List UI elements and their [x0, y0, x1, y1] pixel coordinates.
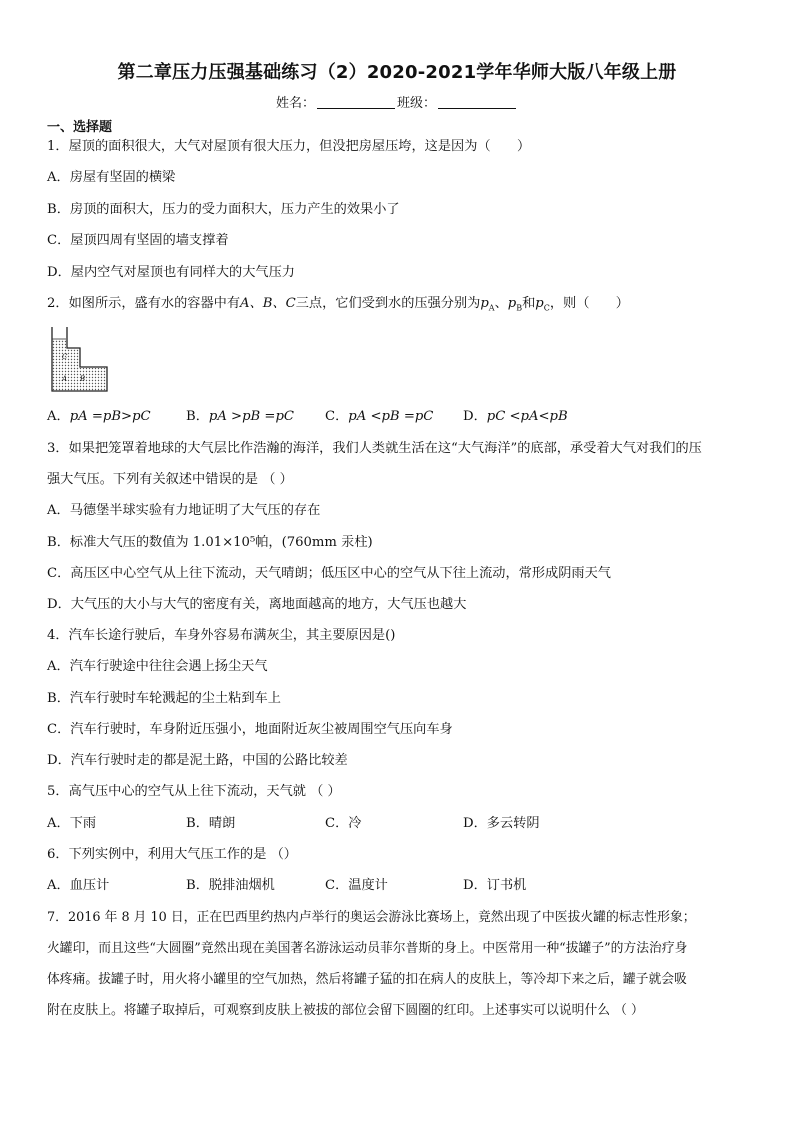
q5-option-d: D．多云转阴: [463, 816, 540, 831]
q2-separator: 和: [522, 296, 536, 311]
q7-line-4: 附在皮肤上。将罐子取掉后，可观察到皮肤上被拔的部位会留下圆圈的红印。上述事实可以说明什么 （ ）: [47, 1003, 644, 1018]
q2-stem-part: 2．如图所示，盛有水的容器中有: [47, 296, 241, 311]
q2-p-symbol: p: [480, 296, 489, 311]
q1-option-d: D．屋内空气对屋顶也有同样大的大气压力: [47, 265, 295, 280]
q2-stem-end: ，则（ ）: [549, 296, 629, 311]
class-label: 班级：: [397, 96, 437, 111]
point-c-label: C: [62, 353, 68, 361]
q2-option-c: [325, 409, 433, 425]
q2-subscript: C: [543, 303, 550, 313]
q2-option-text: pC <pA<pB: [486, 409, 568, 424]
q3-option-b: B．标准大气压的数值为 1.01×10⁵帕，(760mm 汞柱): [47, 535, 373, 550]
q1-option-c: C．屋顶四周有坚固的墙支撑着: [47, 233, 229, 248]
q3-stem-line1: 3．如果把笼罩着地球的大气层比作浩瀚的海洋，我们人类就生活在这“大气海洋”的底部，承受着大气对我们的压: [47, 441, 702, 456]
q2-option-text: pA <pB =pC: [348, 409, 434, 424]
q6-option-c: C．温度计: [325, 878, 388, 893]
q1-option-a: A．房屋有坚固的横梁: [47, 170, 176, 185]
q7-line-1: 7．2016 年 8 月 10 日，正在巴西里约热内卢举行的奥运会游泳比赛场上，竟然出现了中医拔火罐的标志性形象；: [47, 910, 696, 925]
q3-option-c: C．高压区中心空气从上往下流动，天气晴朗；低压区中心的空气从下往上流动，常形成阴雨天气: [47, 566, 611, 581]
point-a-label: A: [62, 375, 68, 383]
name-class-row: [0, 92, 794, 111]
q1-option-b: B．房顶的面积大，压力的受力面积大，压力产生的效果小了: [47, 202, 400, 217]
q4-option-a: A．汽车行驶途中往往会遇上扬尘天气: [47, 659, 268, 674]
q2-subscript: B: [516, 303, 523, 313]
q2-stem: [47, 296, 629, 317]
q3-option-a: A．马德堡半球实验有力地证明了大气压的存在: [47, 503, 321, 518]
q2-option-b: [186, 409, 294, 425]
q2-stem-part: 三点，它们受到水的压强分别为: [295, 296, 481, 311]
q2-subscript: A: [488, 303, 495, 313]
q2-separator: 、: [494, 296, 508, 311]
q7-line-3: 体疼痛。拔罐子时，用火将小罐里的空气加热，然后将罐子猛的扣在病人的皮肤上，等冷却下来之后，罐子就会吸: [47, 972, 687, 987]
q2-option-text: pA =pB>pC: [69, 409, 151, 424]
q5-option-c: C．冷: [325, 816, 362, 831]
water-container-figure: [49, 325, 111, 395]
q2-p-symbol: p: [507, 296, 517, 311]
q1-stem: 1．屋顶的面积很大，大气对屋顶有很大压力，但没把房屋压垮，这是因为（ ）: [47, 139, 531, 154]
q5-option-b: B．晴朗: [186, 816, 236, 831]
q2-points: A、B、C: [240, 296, 296, 311]
q2-option-letter: D．: [463, 409, 487, 424]
name-label: 姓名：: [275, 96, 315, 111]
name-blank[interactable]: [317, 95, 395, 109]
q3-stem-line2: 强大气压。下列有关叙述中错误的是 （ ）: [47, 472, 293, 487]
q4-option-d: D．汽车行驶时走的都是泥土路，中国的公路比较差: [47, 753, 348, 768]
q6-option-b: B．脱排油烟机: [186, 878, 275, 893]
q4-stem: 4．汽车长途行驶后，车身外容易布满灰尘，其主要原因是(): [47, 628, 396, 643]
q2-p-symbol: p: [535, 296, 544, 311]
point-b-label: B: [80, 375, 86, 383]
q5-option-a: A．下雨: [47, 816, 97, 831]
section-heading: 一、选择题: [47, 120, 113, 135]
class-blank[interactable]: [438, 95, 516, 109]
q4-option-b: B．汽车行驶时车轮溅起的尘土粘到车上: [47, 691, 281, 706]
q2-option-letter: B．: [186, 409, 209, 424]
q6-stem: 6．下列实例中，利用大气压工作的是 （）: [47, 847, 297, 862]
q6-option-d: D．订书机: [463, 878, 527, 893]
q2-option-letter: A．: [47, 409, 70, 424]
water-region: [52, 339, 106, 391]
q7-line-2: 火罐印，而且这些“大圆圈”竟然出现在美国著名游泳运动员菲尔普斯的身上。中医常用一种“拔罐子”的方法治疗身: [47, 941, 688, 956]
q5-stem: 5．高气压中心的空气从上往下流动，天气就 （ ）: [47, 784, 341, 799]
q2-option-text: pA >pB =pC: [208, 409, 295, 424]
q2-option-a: [47, 409, 151, 425]
page-title: 第二章压力压强基础练习（2）2020-2021学年华师大版八年级上册: [117, 62, 677, 83]
q3-option-d: D．大气压的大小与大气的密度有关，离地面越高的地方，大气压也越大: [47, 597, 467, 612]
q4-option-c: C．汽车行驶时，车身附近压强小，地面附近灰尘被周围空气压向车身: [47, 722, 453, 737]
q2-option-letter: C．: [325, 409, 349, 424]
q6-option-a: A．血压计: [47, 878, 110, 893]
q2-option-d: [463, 409, 568, 425]
